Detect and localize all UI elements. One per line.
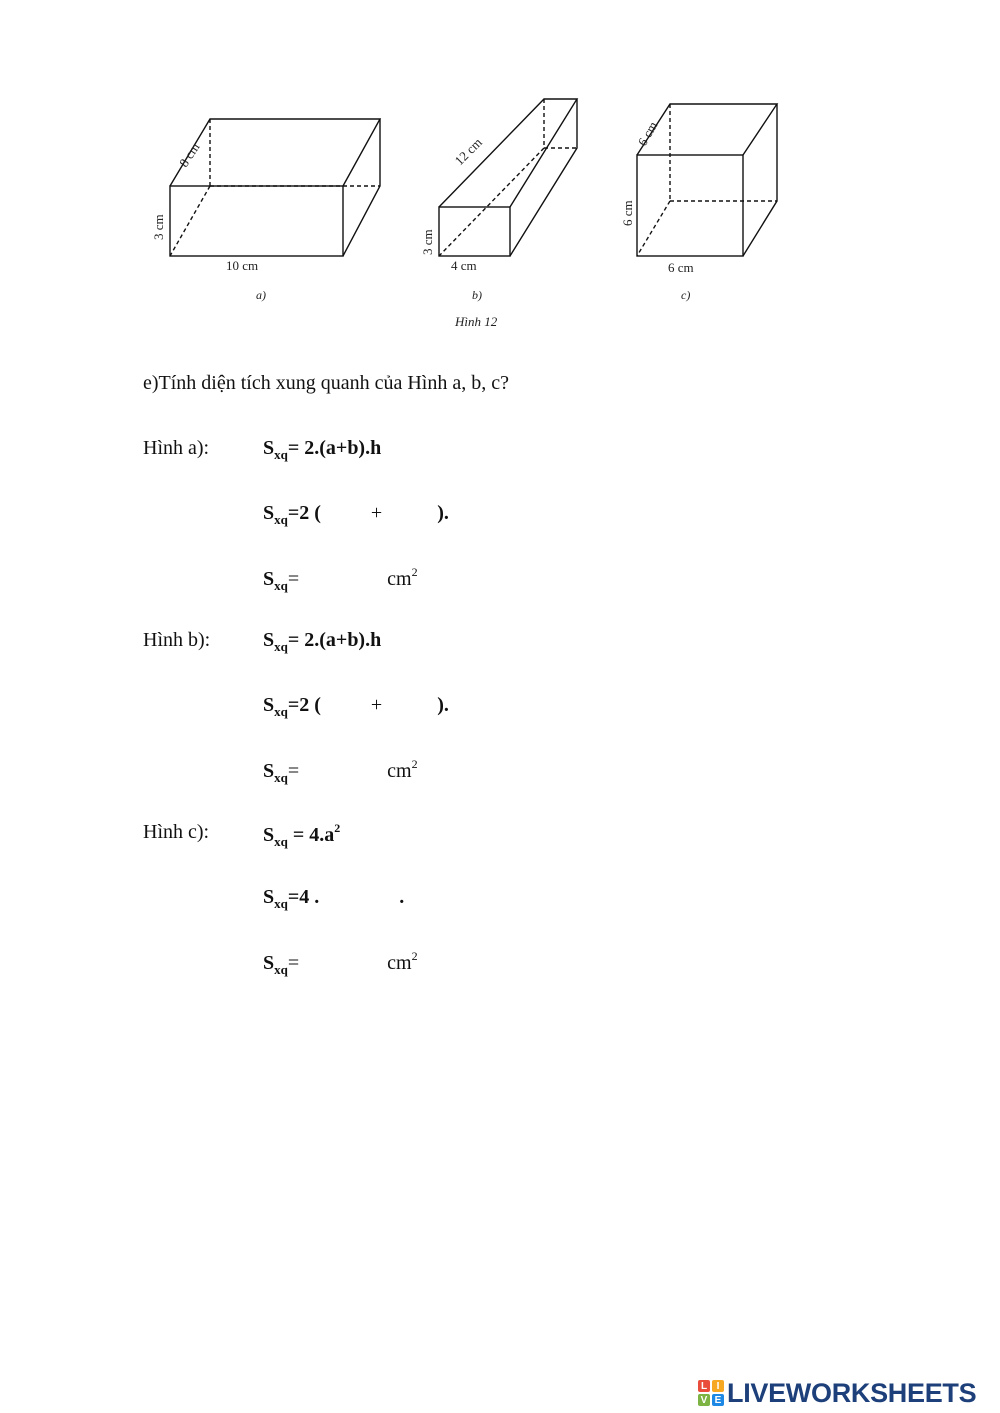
- logo-letter: L: [698, 1380, 710, 1392]
- logo-letter: E: [712, 1394, 724, 1406]
- section-a-substitution: $S_{xq}=2$ ( + ).: [263, 502, 449, 527]
- section-b-result: $S_{xq}= cm^2$: [263, 757, 418, 785]
- box-b-caption: b): [472, 288, 482, 302]
- box-a-depth-label: 8 cm: [175, 139, 203, 170]
- liveworksheets-brand: [698, 1378, 976, 1408]
- box-b-height-label: 3 cm: [420, 229, 435, 255]
- box-c-depth-label: 6 cm: [634, 118, 661, 149]
- section-a-label: Hình a):: [143, 437, 210, 459]
- box-c-height-label: 6 cm: [620, 200, 635, 226]
- brand-text: LIVEWORKSHEETS: [727, 1377, 977, 1408]
- box-a-drawing: [170, 119, 380, 256]
- section-a-result: $S_{xq}= cm^2$: [263, 565, 418, 593]
- section-b-substitution: $S_{xq}=2$ ( + ).: [263, 694, 449, 719]
- box-b-depth-label: 12 cm: [451, 134, 485, 169]
- figure-hinh-12: [0, 0, 1000, 340]
- section-c-result: $S_{xq}= cm^2$: [263, 949, 418, 977]
- box-c-caption: c): [681, 288, 691, 302]
- box-c-width-label: 6 cm: [668, 260, 694, 275]
- section-c-substitution: $S_{xq}=4$ . .: [263, 886, 405, 911]
- box-b-drawing: [439, 99, 577, 256]
- question-text: e)Tính diện tích xung quanh của Hình a, b, c?: [143, 372, 509, 394]
- box-b-width-label: 4 cm: [451, 258, 477, 273]
- figure-title: Hình 12: [455, 314, 498, 329]
- logo-letter: I: [712, 1380, 724, 1392]
- logo-letter: V: [698, 1394, 710, 1406]
- box-a-height-label: 3 cm: [151, 214, 166, 240]
- box-a-width-label: 10 cm: [226, 258, 259, 273]
- section-c-label: Hình c):: [143, 821, 210, 843]
- box-a-caption: a): [256, 288, 266, 302]
- section-c-formula: $S_{xq} = 4.a^2$: [263, 821, 341, 849]
- section-b-label: Hình b):: [143, 629, 211, 651]
- section-a-formula: $S_{xq}= 2.(a+b).h$: [263, 437, 382, 462]
- section-b-formula: $S_{xq}= 2.(a+b).h$: [263, 629, 382, 654]
- liveworksheets-logo-icon: [698, 1380, 724, 1406]
